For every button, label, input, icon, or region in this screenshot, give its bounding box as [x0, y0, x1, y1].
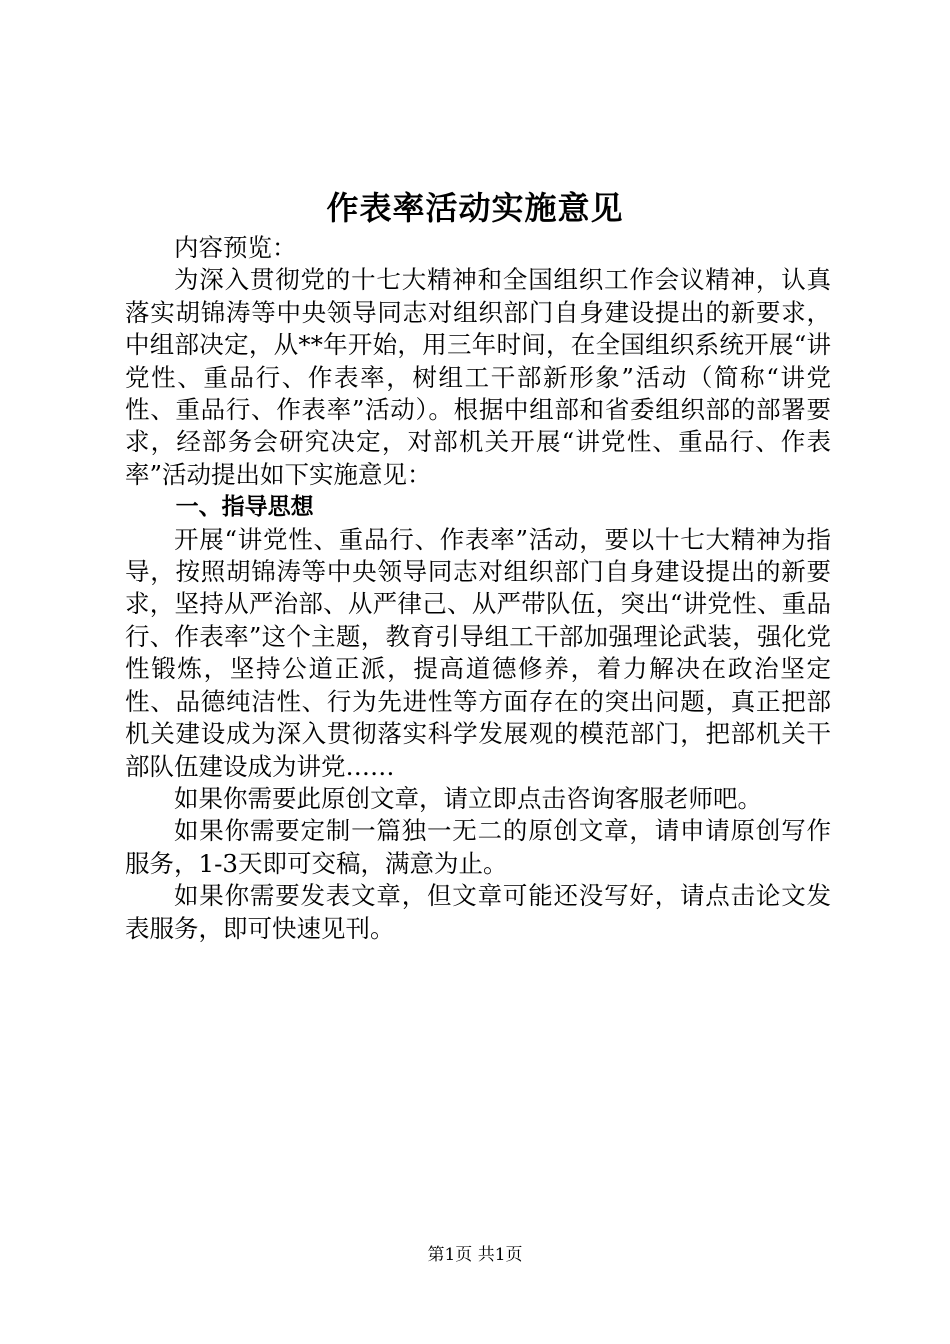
section-heading-guiding-thought: 一、指导思想: [175, 494, 314, 521]
preview-label: 内容预览：: [174, 233, 297, 262]
document-title: 作表率活动实施意见: [326, 189, 624, 227]
service-paragraph-consult: 如果你需要此原创文章，请立即点击咨询客服老师吧。: [174, 783, 762, 813]
document-body: [125, 232, 831, 945]
page-footer: 第1页 共1页: [427, 1245, 523, 1265]
intro-paragraph: 为深入贯彻党的十七大精神和全国组织工作会议精神，认真落实胡锦涛等中央领导同志对组织部门自身建设提出的新要求，中组部决定，从**年开始，用三年时间，在全国组织系统开展“讲党性、重品行、作表率，树组工干部新形象”活动（简称“讲党性、重品行、作表率”活动）。根据中组部和省委组织部的部署要求，经部务会研究决定，对部机关开展“讲党性、重品行、作表率”活动提出如下实施意见：: [125, 265, 831, 489]
service-paragraph-publishing: 如果你需要发表文章，但文章可能还没写好，请点击论文发表服务，即可快速见刊。: [125, 881, 831, 943]
service-paragraph-custom-writing: 如果你需要定制一篇独一无二的原创文章，请申请原创写作服务，1-3天即可交稿，满意为止。: [125, 816, 831, 878]
section-paragraph: 开展“讲党性、重品行、作表率”活动，要以十七大精神为指导，按照胡锦涛等中央领导同志对组织部门自身建设提出的新要求，坚持从严治部、从严律己、从严带队伍，突出“讲党性、重品行、作表率”这个主题，教育引导组工干部加强理论武装，强化党性锻炼，坚持公道正派，提高道德修养，着力解决在政治坚定性、品德纯洁性、行为先进性等方面存在的突出问题，真正把部机关建设成为深入贯彻落实科学发展观的模范部门，把部机关干部队伍建设成为讲党……: [125, 524, 831, 781]
